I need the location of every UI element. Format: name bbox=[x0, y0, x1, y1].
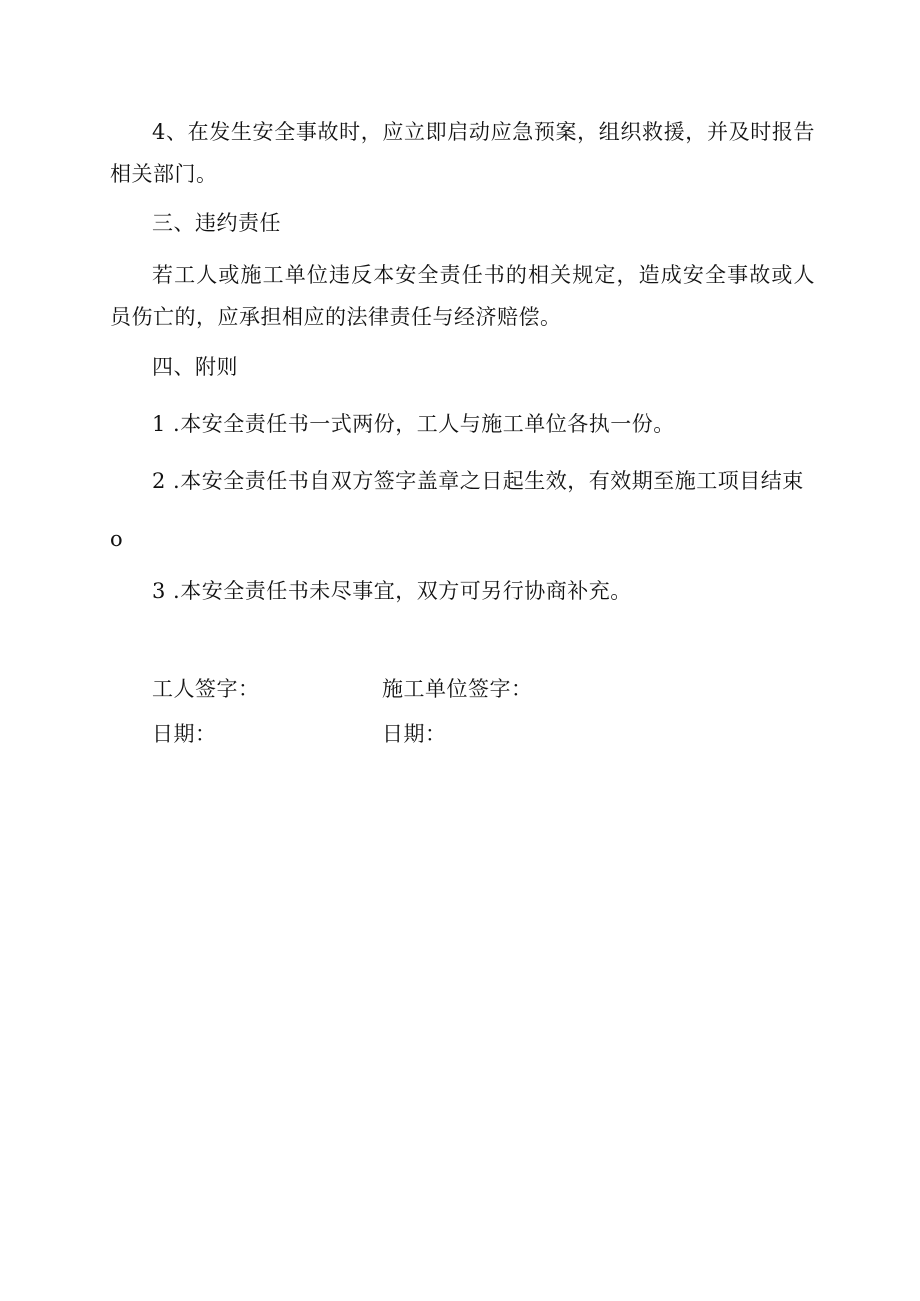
appendix-item-2: 2 .本安全责任书自双方签字盖章之日起生效，有效期至施工项目结束 bbox=[152, 469, 804, 493]
company-date-label: 日期： bbox=[382, 722, 447, 746]
company-signature-label: 施工单位签字： bbox=[382, 677, 533, 701]
appendix-item-1: 1 .本安全责任书一式两份，工人与施工单位各执一份。 bbox=[152, 412, 675, 436]
worker-date-label: 日期： bbox=[152, 722, 217, 746]
liability-paragraph: 若工人或施工单位违反本安全责任书的相关规定，造成安全事故或人员伤亡的，应承担相应的法律责任与经济赔偿。 bbox=[110, 263, 815, 329]
appendix-item-3: 3 .本安全责任书未尽事宜，双方可另行协商补充。 bbox=[152, 579, 632, 603]
appendix-item-2-tail: o bbox=[110, 527, 123, 551]
section-heading-appendix: 四、附则 bbox=[152, 355, 238, 379]
worker-signature-label: 工人签字： bbox=[152, 677, 260, 701]
clause-item-4: 4、在发生安全事故时，应立即启动应急预案，组织救援，并及时报告相关部门。 bbox=[110, 120, 815, 186]
section-heading-liability: 三、违约责任 bbox=[152, 211, 281, 235]
